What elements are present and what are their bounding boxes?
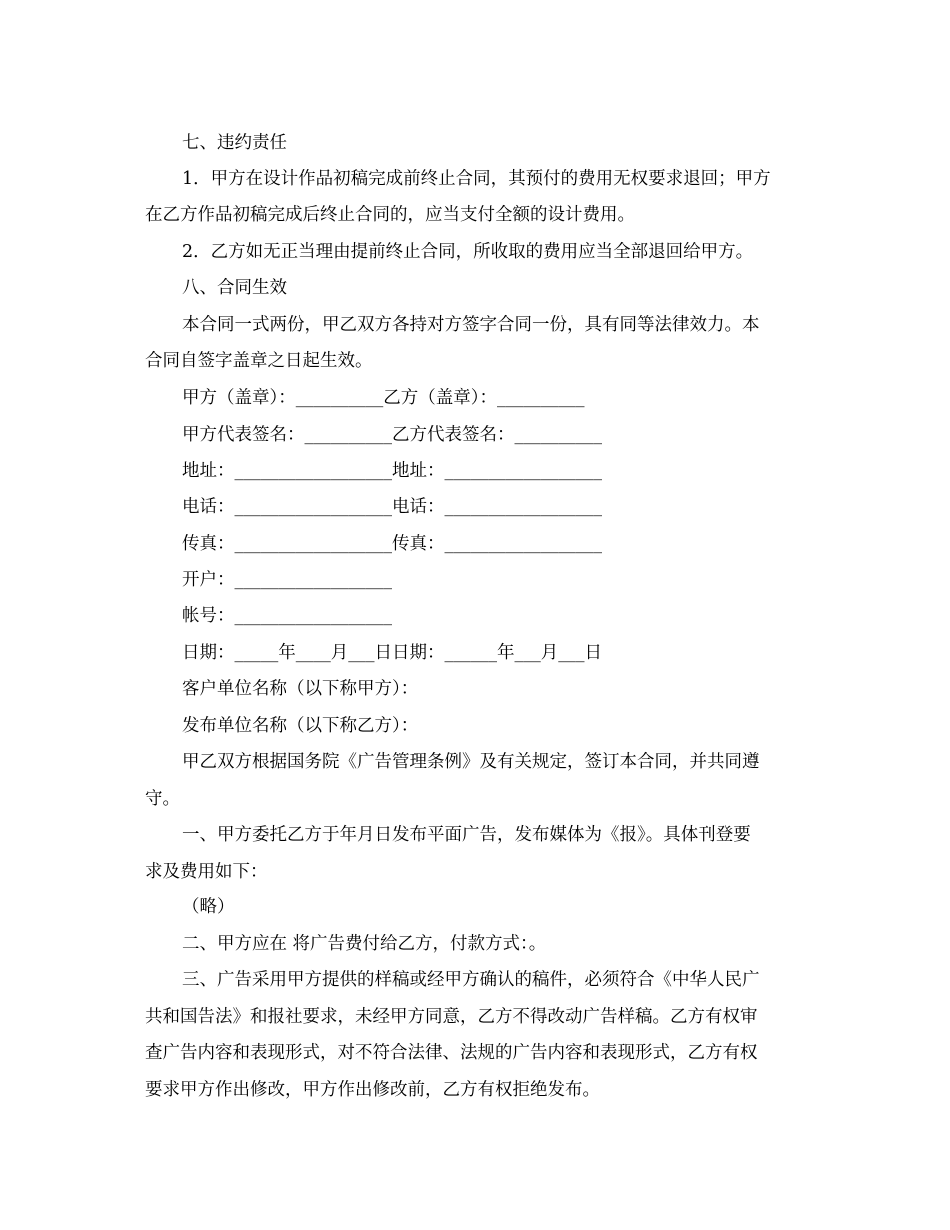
omitted-note: （略） xyxy=(182,897,235,917)
paragraph-line: 查广告内容和表现形式，对不符合法律、法规的广告内容和表现形式，乙方有权 xyxy=(145,1043,758,1063)
paragraph-line: 合同自签字盖章之日起生效。 xyxy=(145,351,373,371)
paragraph-line: 一、甲方委托乙方于年月日发布平面广告，发布媒体为《报》。具体刊登要 xyxy=(182,825,751,845)
publisher-name-line: 发布单位名称（以下称乙方）： xyxy=(182,716,419,736)
signature-rep-line: 甲方代表签名：__________乙方代表签名：__________ xyxy=(182,425,602,445)
paragraph-line: 求及费用如下： xyxy=(145,862,268,882)
paragraph-line: 1．甲方在设计作品初稿完成前终止合同，其预付的费用无权要求退回；甲方 xyxy=(182,169,771,189)
client-name-line: 客户单位名称（以下称甲方）： xyxy=(182,679,419,699)
address-line: 地址：__________________地址：__________________ xyxy=(182,461,602,481)
paragraph-line: 共和国告法》和报社要求，未经甲方同意，乙方不得改动广告样稿。乙方有权审 xyxy=(145,1007,758,1027)
fax-line: 传真：__________________传真：__________________ xyxy=(182,534,602,554)
paragraph-line: 在乙方作品初稿完成后终止合同的，应当支付全额的设计费用。 xyxy=(145,205,635,225)
paragraph-line: 三、广告采用甲方提供的样稿或经甲方确认的稿件，必须符合《中华人民广 xyxy=(182,970,760,990)
section-heading-7: 七、违约责任 xyxy=(182,133,287,153)
paragraph-line: 要求甲方作出修改，甲方作出修改前，乙方有权拒绝发布。 xyxy=(145,1080,600,1100)
section-heading-8: 八、合同生效 xyxy=(182,278,287,298)
signature-seal-line: 甲方（盖章）：__________乙方（盖章）：__________ xyxy=(182,388,585,408)
phone-line: 电话：__________________电话：__________________ xyxy=(182,497,602,517)
date-line: 日期：_____年____月___日日期：______年___月___日 xyxy=(182,643,602,663)
paragraph-line: 守。 xyxy=(145,789,180,809)
bank-line: 开户：__________________ xyxy=(182,570,392,590)
account-line: 帐号：__________________ xyxy=(182,606,392,626)
paragraph-line: 甲乙双方根据国务院《广告管理条例》及有关规定，签订本合同，并共同遵 xyxy=(182,752,760,772)
paragraph-line: 本合同一式两份，甲乙双方各持对方签字合同一份，具有同等法律效力。本 xyxy=(182,315,760,335)
paragraph-line: 二、甲方应在 将广告费付给乙方，付款方式：。 xyxy=(182,934,547,954)
paragraph-line: 2．乙方如无正当理由提前终止合同，所收取的费用应当全部退回给甲方。 xyxy=(182,242,754,262)
